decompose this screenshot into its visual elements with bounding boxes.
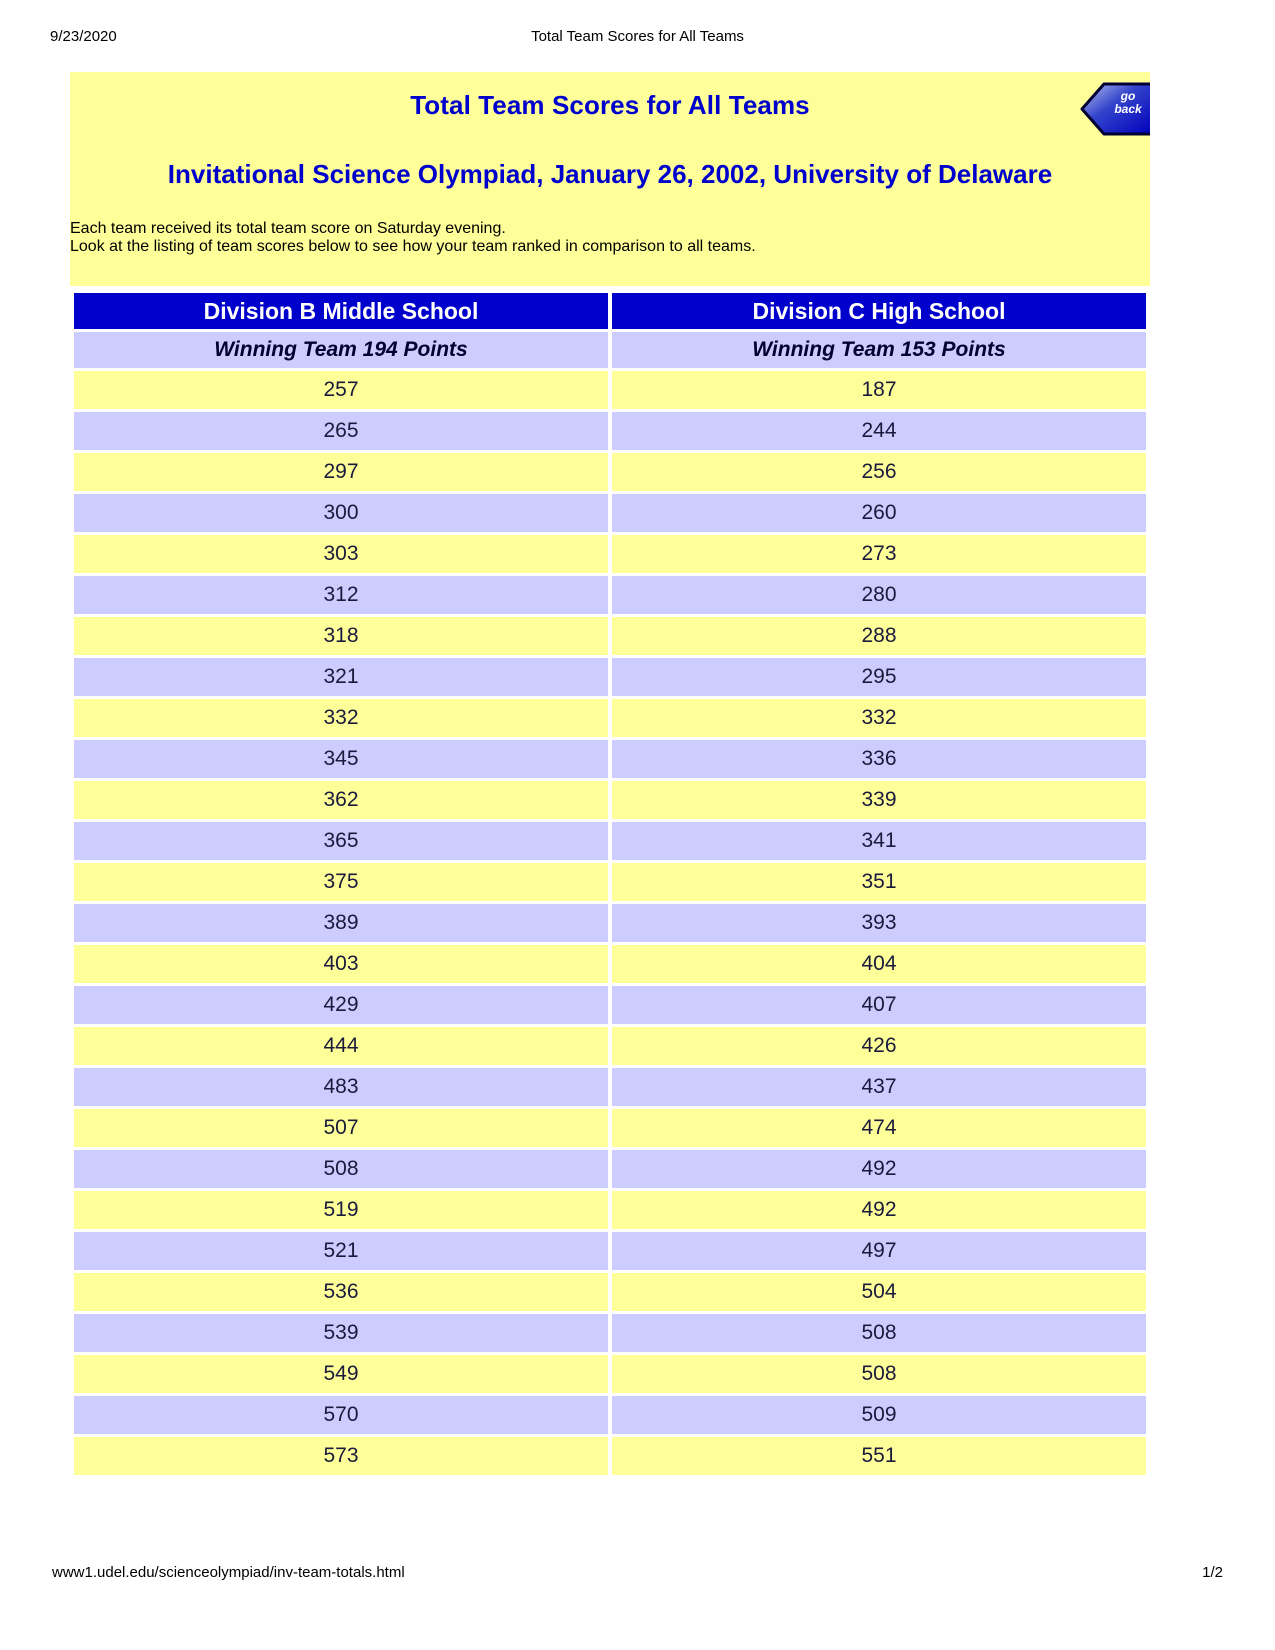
score-cell-division-c: 404: [612, 945, 1146, 983]
score-cell-division-c: 551: [612, 1437, 1146, 1475]
table-head: [74, 293, 1146, 368]
table-row: [74, 1109, 1146, 1147]
score-cell-division-b: 332: [74, 699, 608, 737]
score-cell-division-b: 570: [74, 1396, 608, 1434]
score-cell-division-b: 375: [74, 863, 608, 901]
score-cell-division-c: 351: [612, 863, 1146, 901]
table-header-row: [74, 293, 1146, 329]
table-row: [74, 658, 1146, 696]
score-cell-division-b: 321: [74, 658, 608, 696]
table-row: [74, 1396, 1146, 1434]
score-cell-division-b: 303: [74, 535, 608, 573]
score-cell-division-c: 244: [612, 412, 1146, 450]
table-row: [74, 822, 1146, 860]
score-cell-division-c: 288: [612, 617, 1146, 655]
table-row: [74, 1232, 1146, 1270]
score-cell-division-b: 300: [74, 494, 608, 532]
go-back-button[interactable]: [1080, 76, 1150, 142]
table-row: [74, 371, 1146, 409]
score-cell-division-b: 444: [74, 1027, 608, 1065]
go-back-line2: back: [1114, 102, 1142, 117]
score-cell-division-b: 312: [74, 576, 608, 614]
score-cell-division-b: 365: [74, 822, 608, 860]
score-cell-division-b: 318: [74, 617, 608, 655]
score-cell-division-c: 336: [612, 740, 1146, 778]
score-cell-division-b: 257: [74, 371, 608, 409]
score-cell-division-b: 507: [74, 1109, 608, 1147]
score-cell-division-b: 549: [74, 1355, 608, 1393]
footer-url: www1.udel.edu/scienceolympiad/inv-team-totals.html: [52, 1564, 405, 1581]
table-row: [74, 412, 1146, 450]
table-row: [74, 1355, 1146, 1393]
score-cell-division-b: 573: [74, 1437, 608, 1475]
table-row: [74, 453, 1146, 491]
column-header-division-c: Division C High School: [612, 293, 1146, 329]
score-cell-division-c: 295: [612, 658, 1146, 696]
team-scores-table: [70, 290, 1150, 1478]
score-cell-division-c: 280: [612, 576, 1146, 614]
score-cell-division-c: 497: [612, 1232, 1146, 1270]
print-header: [0, 28, 1275, 48]
table-row: [74, 1191, 1146, 1229]
score-cell-division-c: 260: [612, 494, 1146, 532]
score-cell-division-c: 332: [612, 699, 1146, 737]
table-row: [74, 945, 1146, 983]
score-cell-division-c: 187: [612, 371, 1146, 409]
score-cell-division-c: 492: [612, 1191, 1146, 1229]
print-date: 9/23/2020: [50, 28, 117, 45]
score-cell-division-b: 362: [74, 781, 608, 819]
table-row: [74, 1027, 1146, 1065]
table-row: [74, 617, 1146, 655]
score-cell-division-c: 426: [612, 1027, 1146, 1065]
score-cell-division-c: 508: [612, 1314, 1146, 1352]
table-row: [74, 1068, 1146, 1106]
score-cell-division-c: 341: [612, 822, 1146, 860]
score-cell-division-c: 339: [612, 781, 1146, 819]
score-cell-division-b: 483: [74, 1068, 608, 1106]
table-row: [74, 1150, 1146, 1188]
score-cell-division-b: 521: [74, 1232, 608, 1270]
score-cell-division-c: 504: [612, 1273, 1146, 1311]
table-body: [74, 371, 1146, 1475]
footer-page-number: 1/2: [1202, 1564, 1223, 1581]
score-cell-division-c: 256: [612, 453, 1146, 491]
page-content: [70, 72, 1150, 1569]
intro-line-2: Look at the listing of team scores below to see how your team ranked in comparison to all teams.: [70, 238, 756, 255]
score-cell-division-b: 403: [74, 945, 608, 983]
table-row: [74, 1273, 1146, 1311]
score-cell-division-c: 273: [612, 535, 1146, 573]
score-cell-division-b: 429: [74, 986, 608, 1024]
table-row: [74, 986, 1146, 1024]
table-row: [74, 781, 1146, 819]
subheader-division-c-winning: Winning Team 153 Points: [612, 332, 1146, 368]
table-row: [74, 494, 1146, 532]
score-cell-division-c: 509: [612, 1396, 1146, 1434]
score-cell-division-c: 508: [612, 1355, 1146, 1393]
page-subtitle: Invitational Science Olympiad, January 26, 2002, University of Delaware: [167, 159, 1053, 189]
go-back-line1: go: [1120, 89, 1136, 103]
table-subheader-row: [74, 332, 1146, 368]
score-cell-division-b: 539: [74, 1314, 608, 1352]
intro-line-1: Each team received its total team score on Saturday evening.: [70, 220, 506, 237]
table-row: [74, 576, 1146, 614]
table-row: [74, 535, 1146, 573]
score-cell-division-c: 474: [612, 1109, 1146, 1147]
table-row: [74, 1314, 1146, 1352]
subheader-division-b-winning: Winning Team 194 Points: [74, 332, 608, 368]
back-arrow-icon: [1080, 76, 1150, 142]
score-cell-division-c: 393: [612, 904, 1146, 942]
score-cell-division-c: 437: [612, 1068, 1146, 1106]
score-cell-division-b: 508: [74, 1150, 608, 1188]
print-document-title: Total Team Scores for All Teams: [531, 28, 744, 45]
score-cell-division-c: 492: [612, 1150, 1146, 1188]
table-row: [74, 699, 1146, 737]
score-cell-division-b: 536: [74, 1273, 608, 1311]
score-cell-division-c: 407: [612, 986, 1146, 1024]
table-row: [74, 1437, 1146, 1475]
page-banner: [70, 72, 1150, 286]
page-title: Total Team Scores for All Teams: [410, 90, 810, 120]
table-row: [74, 740, 1146, 778]
score-cell-division-b: 519: [74, 1191, 608, 1229]
score-cell-division-b: 297: [74, 453, 608, 491]
print-footer: [0, 1564, 1275, 1586]
table-row: [74, 863, 1146, 901]
score-cell-division-b: 389: [74, 904, 608, 942]
column-header-division-b: Division B Middle School: [74, 293, 608, 329]
table-row: [74, 904, 1146, 942]
score-cell-division-b: 265: [74, 412, 608, 450]
score-cell-division-b: 345: [74, 740, 608, 778]
